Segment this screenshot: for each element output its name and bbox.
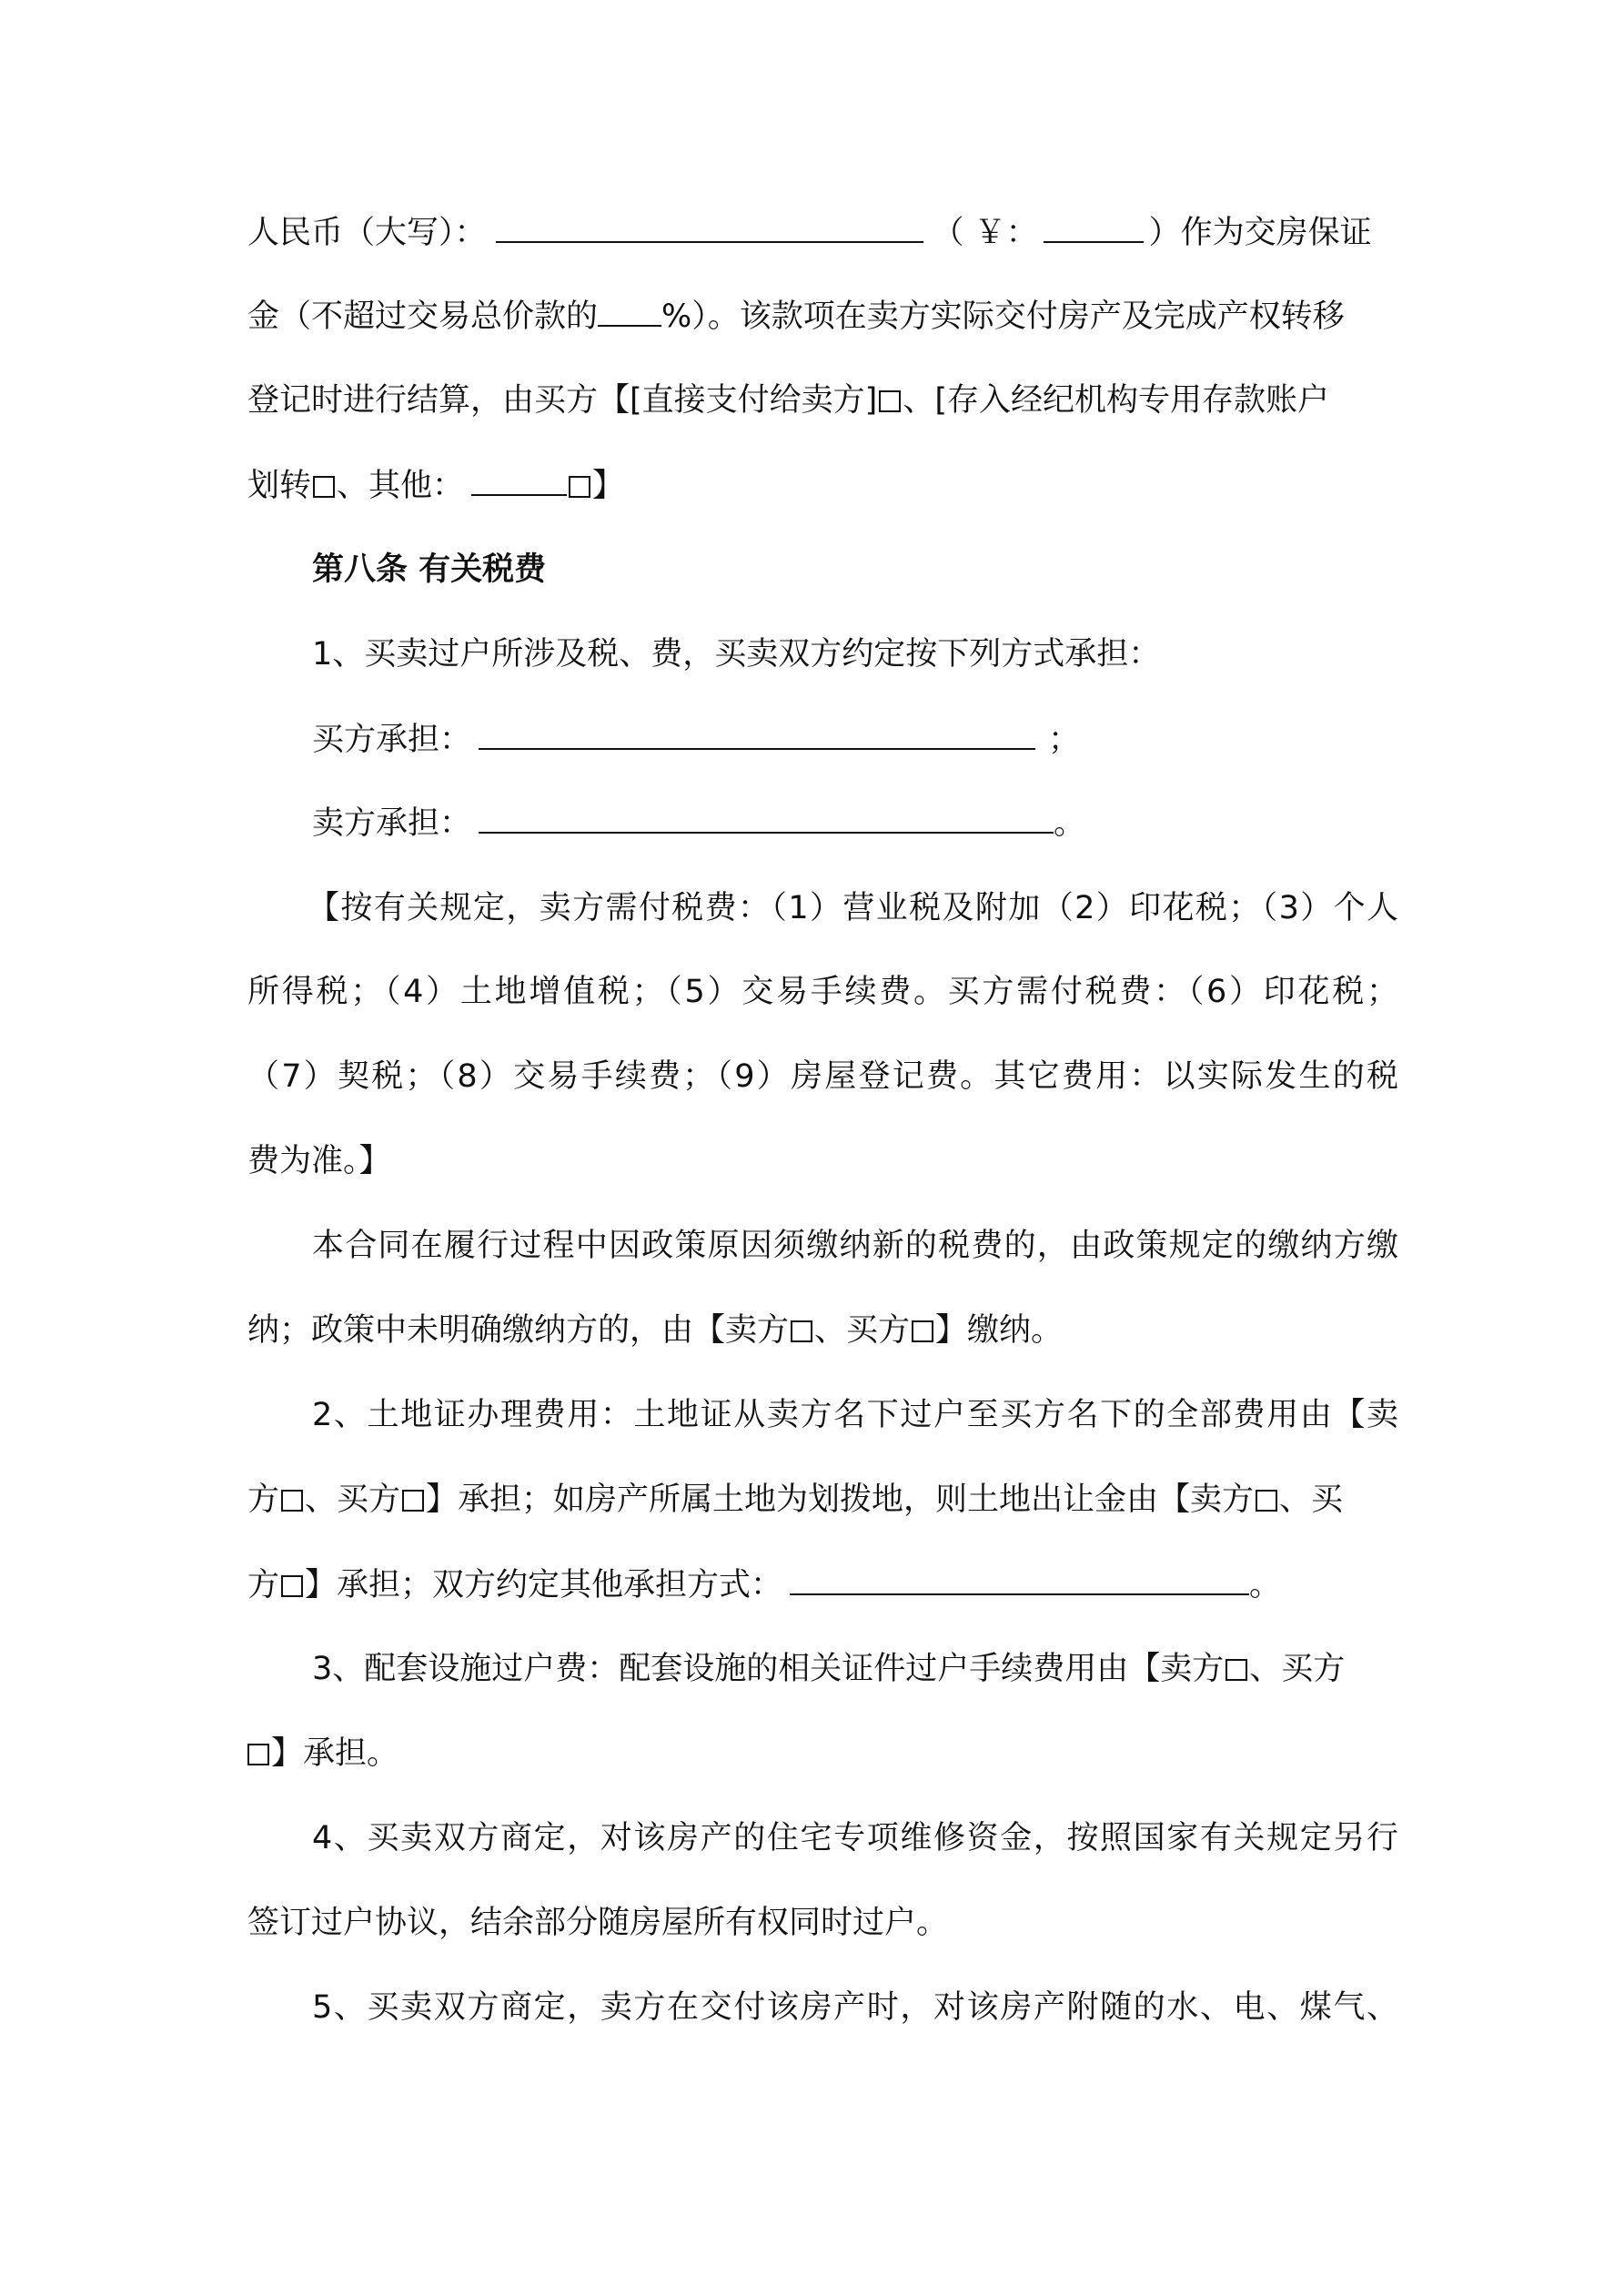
- checkbox-seller-landcert[interactable]: [281, 1490, 303, 1512]
- paragraph-line-2: 金（不超过交易总价款的 %）。该款项在卖方实际交付房产及完成产权转移: [247, 296, 1398, 337]
- section-heading: 第八条 有关税费: [312, 551, 547, 588]
- checkbox-seller-facility[interactable]: [1226, 1659, 1247, 1681]
- checkbox-direct-pay[interactable]: [879, 390, 901, 412]
- checkbox-buyer-newtax[interactable]: [912, 1320, 933, 1342]
- seller-bears-blank[interactable]: [479, 803, 1054, 834]
- paragraph-line-19: 】承担。: [247, 1734, 1398, 1774]
- paragraph-line-17: 方 】承担；双方约定其他承担方式： 。: [247, 1564, 1398, 1605]
- checkbox-buyer-landcert[interactable]: [402, 1490, 424, 1512]
- checkbox-escrow-transfer[interactable]: [313, 476, 335, 498]
- paragraph-line-4: 划转 、其他： 】: [247, 465, 1398, 506]
- paragraph-line-9: 【按有关规定，卖方需付税费：（1）营业税及附加（2）印花税；（3）个人: [308, 890, 1398, 926]
- checkbox-other[interactable]: [569, 476, 590, 498]
- amount-number-blank[interactable]: [1044, 212, 1144, 243]
- checkbox-buyer-facility[interactable]: [247, 1744, 269, 1765]
- paragraph-line-16: 方 、买方 】承担；如房产所属土地为划拨地，则土地出让金由【卖方 、买: [247, 1482, 1344, 1518]
- paragraph-line-8: 卖方承担： 。: [312, 803, 1398, 844]
- buyer-bears-blank[interactable]: [479, 719, 1035, 750]
- paragraph-line-12: 费为准。】: [247, 1143, 391, 1179]
- paragraph-line-3: 登记时进行结算，由买方【[直接支付给卖方] 、[存入经纪机构专用存款账户: [247, 382, 1329, 419]
- paragraph-line-20: 4、买卖双方商定，对该房产的住宅专项维修资金，按照国家有关规定另行: [312, 1820, 1398, 1856]
- other-method-blank[interactable]: [471, 465, 567, 496]
- paragraph-line-14: 纳；政策中未明确缴纳方的，由【卖方 、买方 】缴纳。: [247, 1312, 1064, 1349]
- percent-blank[interactable]: [598, 296, 661, 327]
- checkbox-buyer-landfee[interactable]: [281, 1575, 303, 1597]
- paragraph-line-18: 3、配套设施过户费：配套设施的相关证件过户手续费用由【卖方 、买方: [312, 1651, 1346, 1687]
- checkbox-seller-newtax[interactable]: [791, 1320, 812, 1342]
- paragraph-line-22: 5、买卖双方商定，卖方在交付该房产时，对该房产附随的水、电、煤气、: [312, 1989, 1398, 2026]
- paragraph-line-7: 买方承担： ；: [312, 719, 1398, 760]
- paragraph-line-21: 签订过户协议，结余部分随房屋所有权同时过户。: [247, 1905, 949, 1941]
- amount-words-blank[interactable]: [496, 212, 923, 243]
- paragraph-line-11: （7）契税；（8）交易手续费；（9）房屋登记费。其它费用：以实际发生的税: [247, 1058, 1398, 1095]
- paragraph-line-15: 2、土地证办理费用：土地证从卖方名下过户至买方名下的全部费用由【卖: [312, 1397, 1398, 1433]
- other-bearing-method-blank[interactable]: [790, 1564, 1249, 1595]
- paragraph-line-13: 本合同在履行过程中因政策原因须缴纳新的税费的，由政策规定的缴纳方缴: [312, 1228, 1398, 1264]
- paragraph-line-1: 人民币（大写）： （ ￥： ）作为交房保证: [247, 212, 1398, 253]
- checkbox-seller-landfee[interactable]: [1256, 1490, 1277, 1512]
- paragraph-line-6: 1、买卖过户所涉及税、费，买卖双方约定按下列方式承担：: [312, 636, 1161, 673]
- paragraph-line-10: 所得税；（4）土地增值税；（5）交易手续费。买方需付税费：（6）印花税；: [247, 974, 1398, 1010]
